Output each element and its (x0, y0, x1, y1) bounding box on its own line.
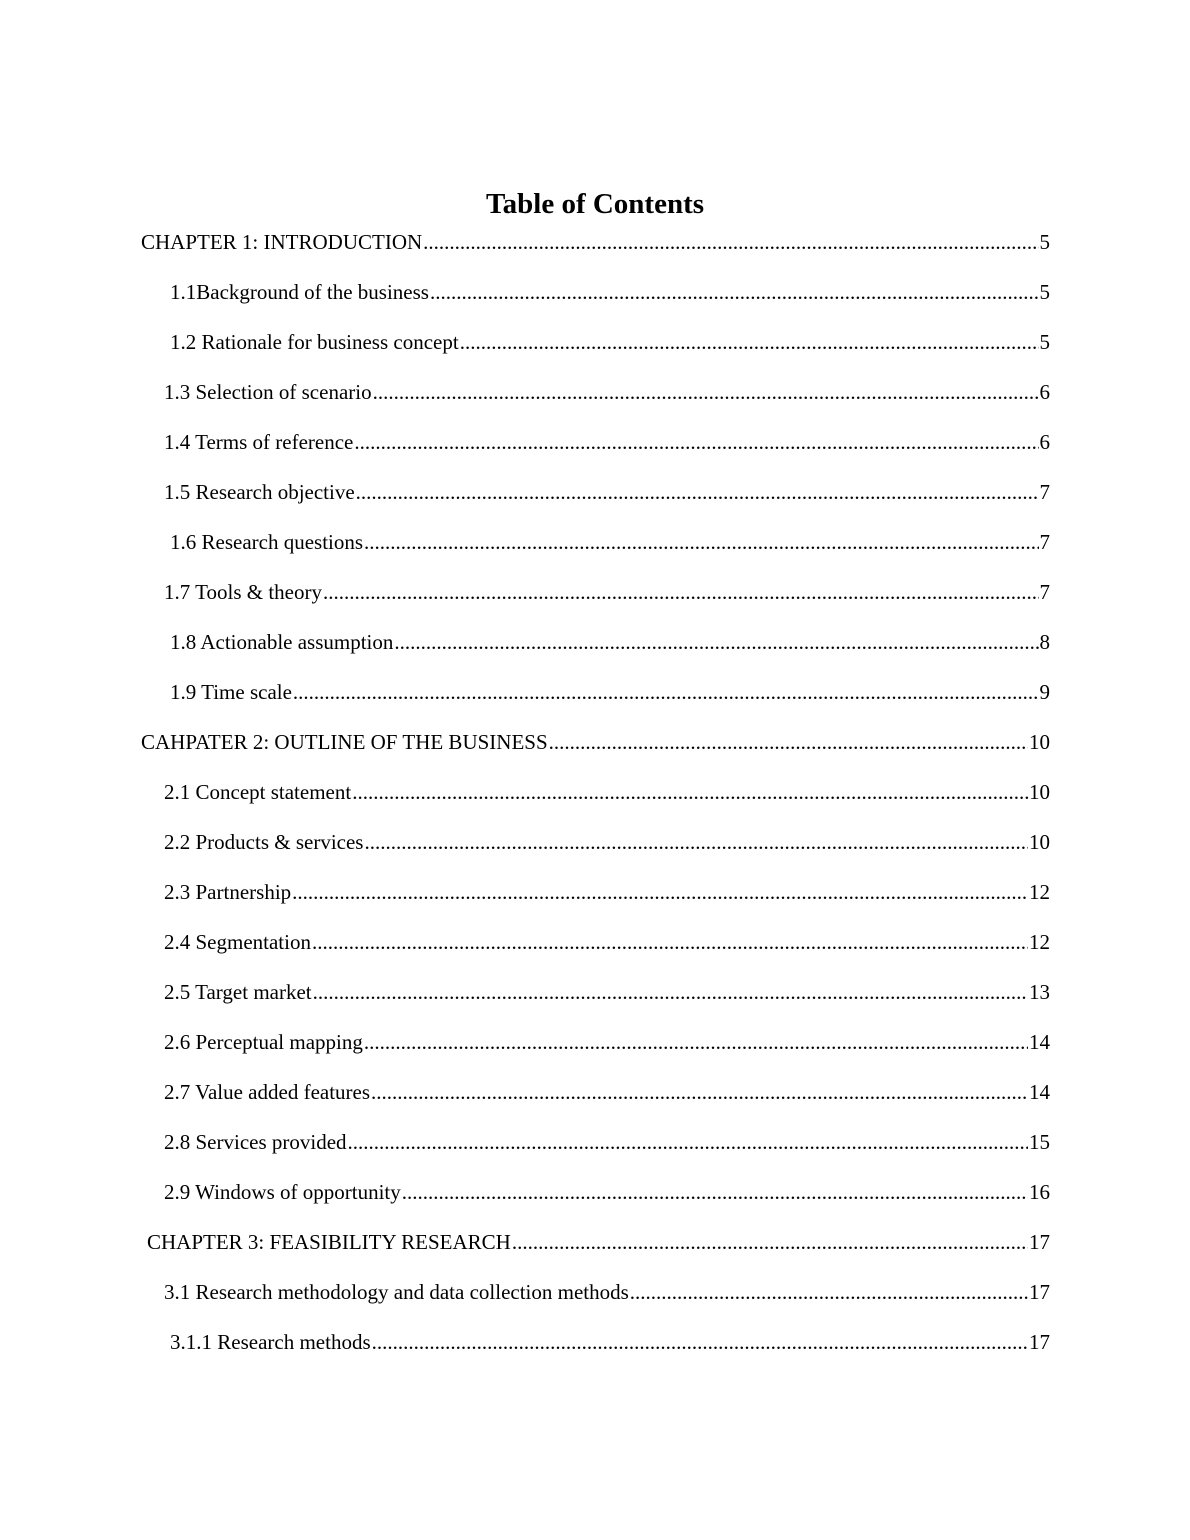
toc-leader-dots (394, 626, 1038, 658)
toc-entry-text: 2.4 Segmentation (164, 926, 311, 958)
toc-leader-dots (313, 976, 1028, 1008)
toc-entry-text: 2.5 Target market (164, 976, 312, 1008)
toc-entry-1-8[interactable] (0, 626, 1050, 658)
toc-entry-text: 2.7 Value added features (164, 1076, 370, 1108)
toc-entry-page: 10 (1029, 830, 1050, 854)
toc-leader-dots (364, 1026, 1028, 1058)
toc-entry-page: 10 (1029, 780, 1050, 804)
toc-entry-page: 12 (1029, 880, 1050, 904)
toc-entry-1-7[interactable] (0, 576, 1050, 608)
toc-entry-page: 14 (1029, 1080, 1050, 1104)
toc-entry-text: 1.6 Research questions (170, 526, 363, 558)
toc-entry-2-5[interactable] (0, 976, 1050, 1008)
toc-entry-2-6[interactable] (0, 1026, 1050, 1058)
toc-title: Table of Contents (485, 188, 705, 220)
toc-leader-dots (402, 1176, 1028, 1208)
toc-entry-2-1[interactable] (0, 776, 1050, 808)
toc-leader-dots (423, 226, 1038, 258)
toc-entry-1-2[interactable] (0, 326, 1050, 358)
toc-entry-page: 5 (1039, 330, 1050, 354)
toc-leader-dots (371, 1076, 1028, 1108)
toc-entry-2-3[interactable] (0, 876, 1050, 908)
toc-leader-dots (293, 676, 1039, 708)
toc-entry-1-9[interactable] (0, 676, 1050, 708)
toc-entry-text: 2.9 Windows of opportunity (164, 1176, 401, 1208)
toc-entry-page: 13 (1029, 980, 1050, 1004)
toc-entry-2-7[interactable] (0, 1076, 1050, 1108)
toc-leader-dots (512, 1226, 1028, 1258)
toc-entry-page: 15 (1029, 1130, 1050, 1154)
toc-leader-dots (348, 1126, 1028, 1158)
toc-entry-2-8[interactable] (0, 1126, 1050, 1158)
toc-entry-text: 1.2 Rationale for business concept (170, 326, 459, 358)
toc-entry-text: 2.8 Services provided (164, 1126, 347, 1158)
toc-leader-dots (372, 1326, 1028, 1358)
toc-entry-text: CHAPTER 3: FEASIBILITY RESEARCH (147, 1226, 511, 1258)
toc-entry-1-1[interactable] (0, 276, 1050, 308)
toc-entry-page: 7 (1039, 530, 1050, 554)
toc-entry-text: 1.5 Research objective (164, 476, 355, 508)
toc-entry-text: 2.1 Concept statement (164, 776, 351, 808)
toc-entry-text: 3.1 Research methodology and data collection methods (164, 1276, 629, 1308)
toc-entry-page: 10 (1029, 730, 1050, 754)
toc-entry-page: 8 (1039, 630, 1050, 654)
toc-entry-chapter-3[interactable] (0, 1226, 1050, 1258)
toc-entry-3-1-1[interactable] (0, 1326, 1050, 1358)
toc-entry-text: 1.4 Terms of reference (164, 426, 353, 458)
toc-leader-dots (292, 876, 1028, 908)
toc-entry-page: 17 (1029, 1230, 1050, 1254)
toc-entry-text: 1.1Background of the business (170, 276, 429, 308)
toc-leader-dots (364, 526, 1038, 558)
toc-entry-text: 2.3 Partnership (164, 876, 291, 908)
toc-entry-page: 5 (1039, 280, 1050, 304)
toc-entry-1-4[interactable] (0, 426, 1050, 458)
toc-leader-dots (364, 826, 1028, 858)
toc-leader-dots (323, 576, 1039, 608)
toc-entry-text: 3.1.1 Research methods (170, 1326, 371, 1358)
toc-leader-dots (373, 376, 1039, 408)
toc-entry-page: 17 (1029, 1330, 1050, 1354)
toc-entry-2-2[interactable] (0, 826, 1050, 858)
toc-entry-page: 12 (1029, 930, 1050, 954)
toc-entry-page: 5 (1039, 230, 1050, 254)
toc-entry-text: 1.7 Tools & theory (164, 576, 322, 608)
toc-entry-text: 1.8 Actionable assumption (170, 626, 393, 658)
toc-entry-text: 2.2 Products & services (164, 826, 363, 858)
toc-leader-dots (312, 926, 1028, 958)
toc-entry-chapter-2[interactable] (0, 726, 1050, 758)
toc-entry-text: CHAPTER 1: INTRODUCTION (141, 226, 422, 258)
toc-entry-1-5[interactable] (0, 476, 1050, 508)
toc-entry-page: 7 (1039, 480, 1050, 504)
toc-entry-3-1[interactable] (0, 1276, 1050, 1308)
toc-entry-chapter-1[interactable] (0, 226, 1050, 258)
toc-entry-page: 7 (1039, 580, 1050, 604)
toc-entry-page: 6 (1039, 380, 1050, 404)
toc-entry-page: 14 (1029, 1030, 1050, 1054)
toc-entry-2-4[interactable] (0, 926, 1050, 958)
toc-entry-text: 1.3 Selection of scenario (164, 376, 372, 408)
toc-entry-2-9[interactable] (0, 1176, 1050, 1208)
toc-leader-dots (352, 776, 1028, 808)
toc-entry-text: CAHPATER 2: OUTLINE OF THE BUSINESS (141, 726, 548, 758)
toc-leader-dots (430, 276, 1039, 308)
toc-entry-page: 16 (1029, 1180, 1050, 1204)
toc-entry-1-3[interactable] (0, 376, 1050, 408)
toc-entry-1-6[interactable] (0, 526, 1050, 558)
toc-leader-dots (356, 476, 1039, 508)
toc-entry-page: 17 (1029, 1280, 1050, 1304)
toc-leader-dots (630, 1276, 1028, 1308)
toc-entry-page: 6 (1039, 430, 1050, 454)
toc-leader-dots (549, 726, 1028, 758)
toc-entry-text: 2.6 Perceptual mapping (164, 1026, 363, 1058)
toc-leader-dots (354, 426, 1038, 458)
toc-entry-text: 1.9 Time scale (170, 676, 292, 708)
toc-entry-page: 9 (1039, 680, 1050, 704)
toc-leader-dots (460, 326, 1039, 358)
